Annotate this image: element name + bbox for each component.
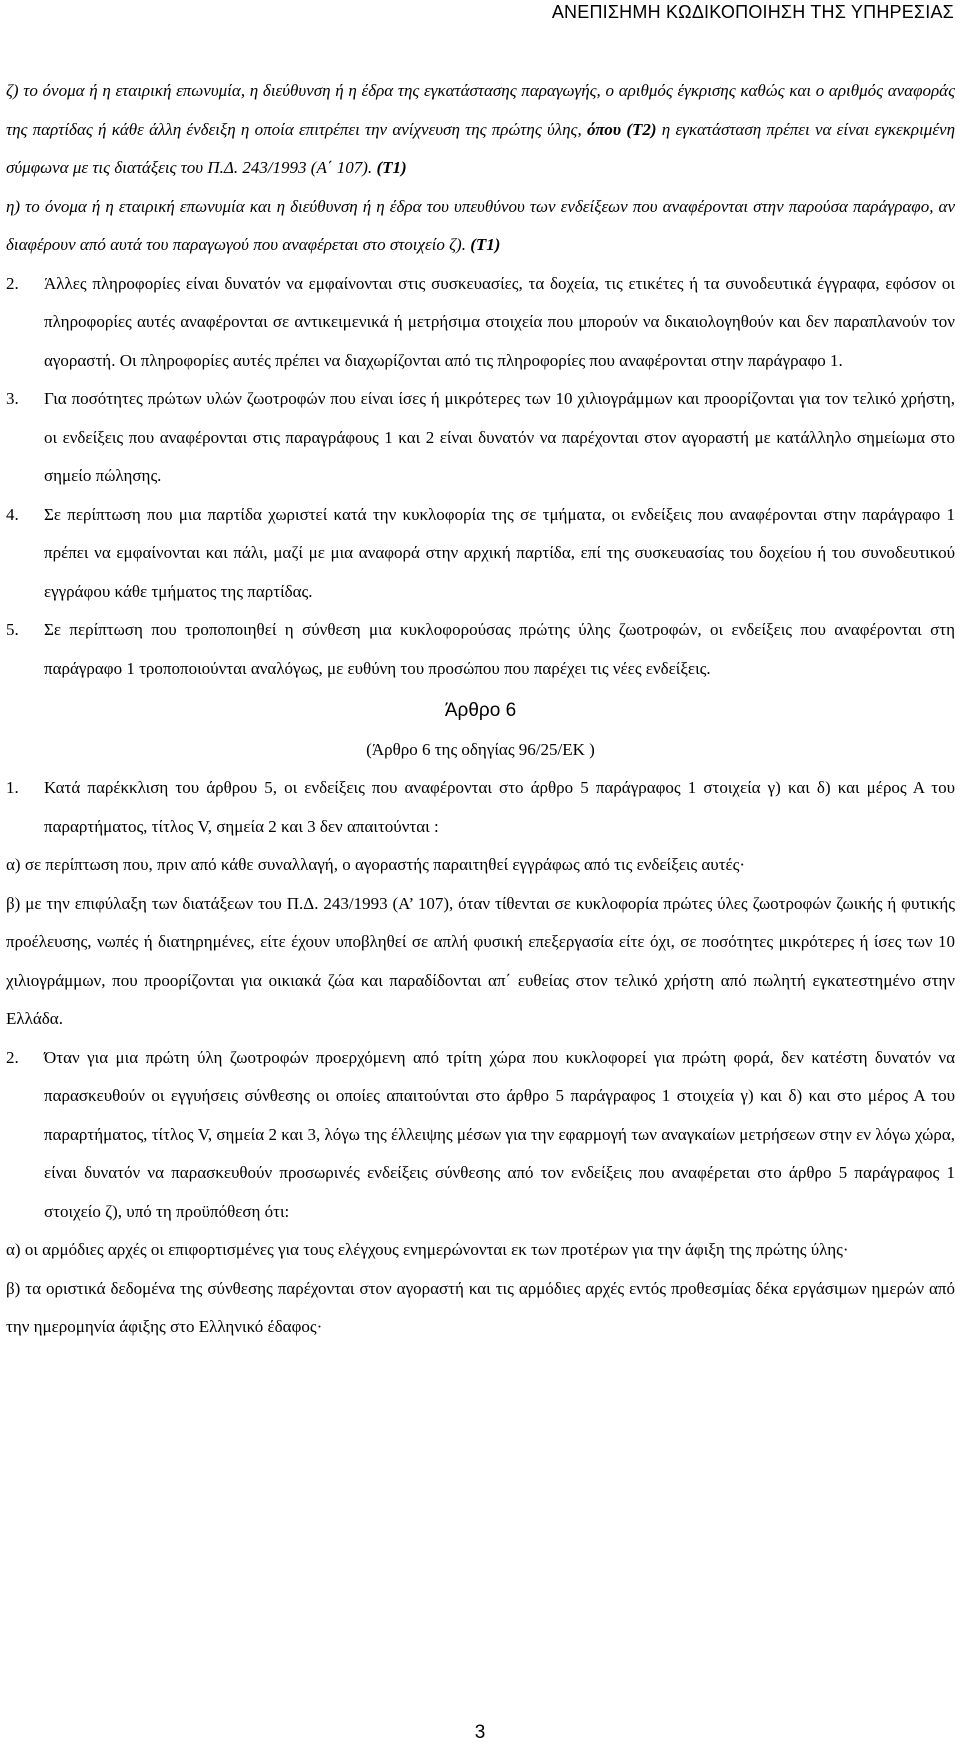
item-number: 2.: [6, 273, 19, 293]
document-body: [6, 72, 955, 1347]
numbered-item-4: [6, 496, 955, 612]
numbered-item-2: [6, 265, 955, 381]
text-span: ζ) το όνομα ή η εταιρική επωνυμία, η διεύθυνση ή η έδρα της εγκατάστασης παραγωγής, ο αριθμός έγκρισης καθώς και ο αριθμός αναφοράς της παρτίδας ή κάθε άλλη ένδειξη η οποία επιτρέπει την ανίχνευση της πρώτης ύλης,: [6, 81, 955, 139]
subitem-b: β) με την επιφύλαξη των διατάξεων του Π.Δ. 243/1993 (Α’ 107), όταν τίθενται σε κυκλοφορία πρώτες ύλες ζωοτροφών ζωικής ή φυτικής προέλευσης, νωπές ή διατηρημένες, είτε έχουν υποβληθεί σε απλή φυσική επεξεργασία είτε όχι, σε ποσότητες μικρότερες ή ίσες των 10 χιλιογράμμων, που προορίζονται για οικιακά ζώα και παραδίδονται απ΄ ευθείας στον τελικό χρήστη από πωλητή εγκατεστημένο στην Ελλάδα.: [6, 893, 955, 1028]
text-span: η εγκατάσταση πρέπει να είναι εγκεκριμένη σύμφωνα με τις διατάξεις του Π.Δ. 243/1993 (Α΄ 107).: [6, 119, 956, 177]
item-text: Σε περίπτωση που μια παρτίδα χωριστεί κατά την κυκλοφορία της σε τμήματα, οι ενδείξεις που αναφέρονται στην παράγραφο 1 πρέπει να εμφαίνονται και πάλι, μαζί με μια αναφορά στην αρχική παρτίδα, επί της συσκευασίας του δοχείου ή του συνοδευτικού εγγράφου κάθε τμήματος της παρτίδας.: [44, 504, 955, 601]
amendment-tag-t2: (Τ2): [626, 119, 657, 139]
page-header: ΑΝΕΠΙΣΗΜΗ ΚΩΔΙΚΟΠΟΙΗΣΗ ΤΗΣ ΥΠΗΡΕΣΙΑΣ: [551, 2, 954, 22]
item-text: Κατά παρέκκλιση του άρθρου 5, οι ενδείξεις που αναφέρονται στο άρθρο 5 παράγραφος 1 στοιχεία γ) και δ) και μέρος Α του παραρτήματος, τίτλος V, σημεία 2 και 3 δεν απαιτούνται :: [44, 778, 955, 836]
article-title: Άρθρο 6: [444, 700, 517, 721]
amendment-tag-t1: (Τ1): [470, 235, 501, 254]
item-number: 1.: [6, 778, 19, 797]
subitem-b: β) τα οριστικά δεδομένα της σύνθεσης παρέχονται στον αγοραστή και τις αρμόδιες αρχές εντός προθεσμίας δέκα εργάσιμων ημερών από την ημερομηνία άφιξης στο Ελληνικό έδαφος·: [6, 1278, 955, 1336]
amendment-tag-t1: (Τ1): [376, 158, 407, 177]
item-text: Άλλες πληροφορίες είναι δυνατόν να εμφαίνονται στις συσκευασίες, τα δοχεία, τις ετικέτες ή τα συνοδευτικά έγγραφα, εφόσον οι πληροφορίες αυτές αναφέρονται σε αντικειμενικά ή μετρήσιμα στοιχεία που μπορούν να δικαιολογηθούν και δεν παραπλανούν τον αγοραστή. Οι πληροφορίες αυτές πρέπει να διαχωρίζονται από τις πληροφορίες που αναφέρονται στην παράγραφο 1.: [44, 273, 955, 370]
item-text: Για ποσότητες πρώτων υλών ζωοτροφών που είναι ίσες ή μικρότερες των 10 χιλιογράμμων και προορίζονται για τον τελικό χρήστη, οι ενδείξεις που αναφέρονται στις παραγράφους 1 και 2 είναι δυνατόν να παρέχονται στον αγοραστή με κατάλληλο σημείωμα στο σημείο πώλησης.: [44, 389, 955, 485]
item-number: 3.: [6, 389, 19, 408]
paragraph-z: [6, 72, 955, 188]
item-number: 2.: [6, 1047, 19, 1067]
item-text: Σε περίπτωση που τροποποιηθεί η σύνθεση μια κυκλοφορούσας πρώτης ύλης ζωοτροφών, οι ενδείξεις που αναφέρονται στη παράγραφο 1 τροποποιούνται αναλόγως, με ευθύνη του προσώπου που παρέχει τις νέες ενδείξεις.: [44, 620, 955, 678]
numbered-item-5: [6, 611, 955, 688]
text-span: η) το όνομα ή η εταιρική επωνυμία και η διεύθυνση ή η έδρα του υπευθύνου των ενδείξεων που αναφέρονται στην παρούσα παράγραφο, αν διαφέρουν από αυτά του παραγωγού που αναφέρεται στο στοιχείο ζ).: [6, 196, 955, 254]
subitem-a: α) σε περίπτωση που, πριν από κάθε συναλλαγή, ο αγοραστής παραιτηθεί εγγράφως από τις ενδείξεις αυτές·: [6, 855, 746, 874]
item-text: Όταν για μια πρώτη ύλη ζωοτροφών προερχόμενη από τρίτη χώρα που κυκλοφορεί για πρώτη φορά, δεν κατέστη δυνατόν να παρασκευθούν οι εγγυήσεις σύνθεσης οι οποίες απαιτούνται στο άρθρο 5 παράγραφος 1 στοιχεία γ) και δ) και στο μέρος Α του παραρτήματος, τίτλος V, σημεία 2 και 3, λόγω της έλλειψης μέσων για την εφαρμογή των αναγκαίων μετρήσεων στην εν λόγω χώρα, είναι δυνατόν να παρασκευθούν προσωρινές ενδείξεις σύνθεσης από τον ενδείξεις που αναφέρεται στο άρθρο 5 παράγραφος 1 στοιχείο ζ), υπό τη προϋπόθεση ότι:: [44, 1047, 955, 1221]
item-number: 5.: [6, 620, 19, 639]
article6-item-2: [6, 1039, 955, 1232]
page-number: 3: [474, 1722, 486, 1743]
bold-span: όπου: [586, 119, 622, 139]
item-number: 4.: [6, 504, 19, 524]
article-subtitle: (Άρθρο 6 της οδηγίας 96/25/ΕΚ ): [366, 739, 595, 759]
subitem-a: α) οι αρμόδιες αρχές οι επιφορτισμένες για τους ελέγχους ενημερώνονται εκ των προτέρων για την άφιξη της πρώτης ύλης·: [6, 1240, 849, 1259]
numbered-item-3: [6, 380, 955, 496]
paragraph-h: [6, 188, 955, 265]
article6-item-1: [6, 769, 955, 846]
